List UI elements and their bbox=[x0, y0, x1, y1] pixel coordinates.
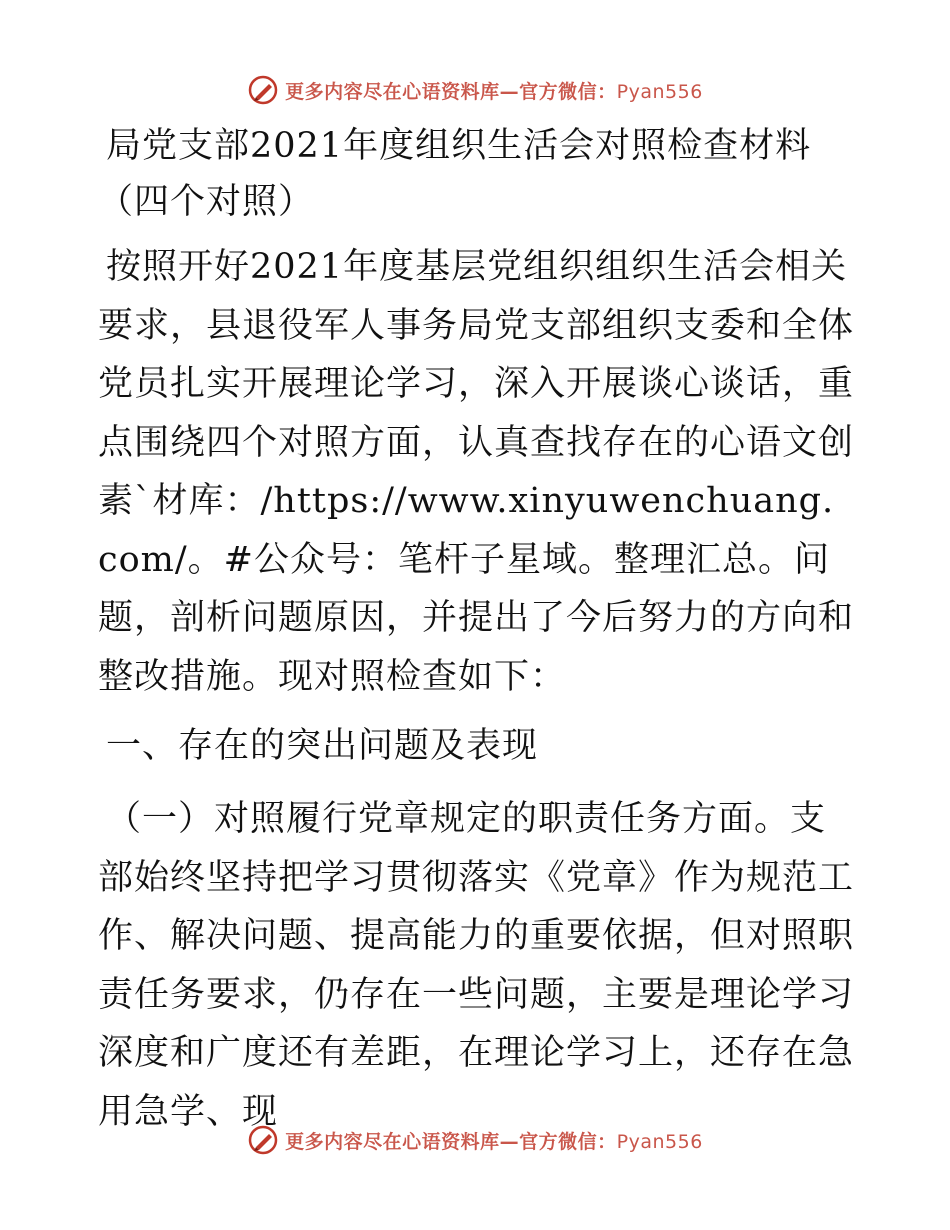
document-body bbox=[98, 118, 854, 1153]
pen-logo-icon bbox=[247, 1124, 279, 1156]
intro-paragraph: 按照开好2021年度基层党组织组织生活会相关要求，县退役军人事务局党支部组织支委和全体党员扎实开展理论学习，深入开展谈心谈话，重点围绕四个对照方面，认真查找存在的心语文创素`材库：/https://www.xinyuwenchuang.com/。#公众号：笔杆子星域。整理汇总。问题，剖析问题原因，并提出了今后努力的方向和整改措施。现对照检查如下： bbox=[98, 247, 855, 697]
section-heading: 一、存在的突出问题及表现 bbox=[106, 726, 539, 766]
pen-logo-icon bbox=[247, 74, 279, 106]
watermark-footer bbox=[0, 1122, 950, 1158]
watermark-header bbox=[0, 72, 950, 108]
section-paragraph: （一）对照履行党章规定的职责任务方面。支部始终坚持把学习贯彻落实《党章》作为规范工作、解决问题、提高能力的重要依据，但对照职责任务要求，仍存在一些问题，主要是理论学习深度和广度还有差距，在理论学习上，还存在急用急学、现 bbox=[98, 799, 855, 1132]
watermark-text: 更多内容尽在心语资料库—官方微信：Pyan556 bbox=[285, 1130, 703, 1153]
watermark-text: 更多内容尽在心语资料库—官方微信：Pyan556 bbox=[285, 80, 703, 103]
document-title: 局党支部2021年度组织生活会对照检查材料（四个对照） bbox=[98, 126, 812, 222]
